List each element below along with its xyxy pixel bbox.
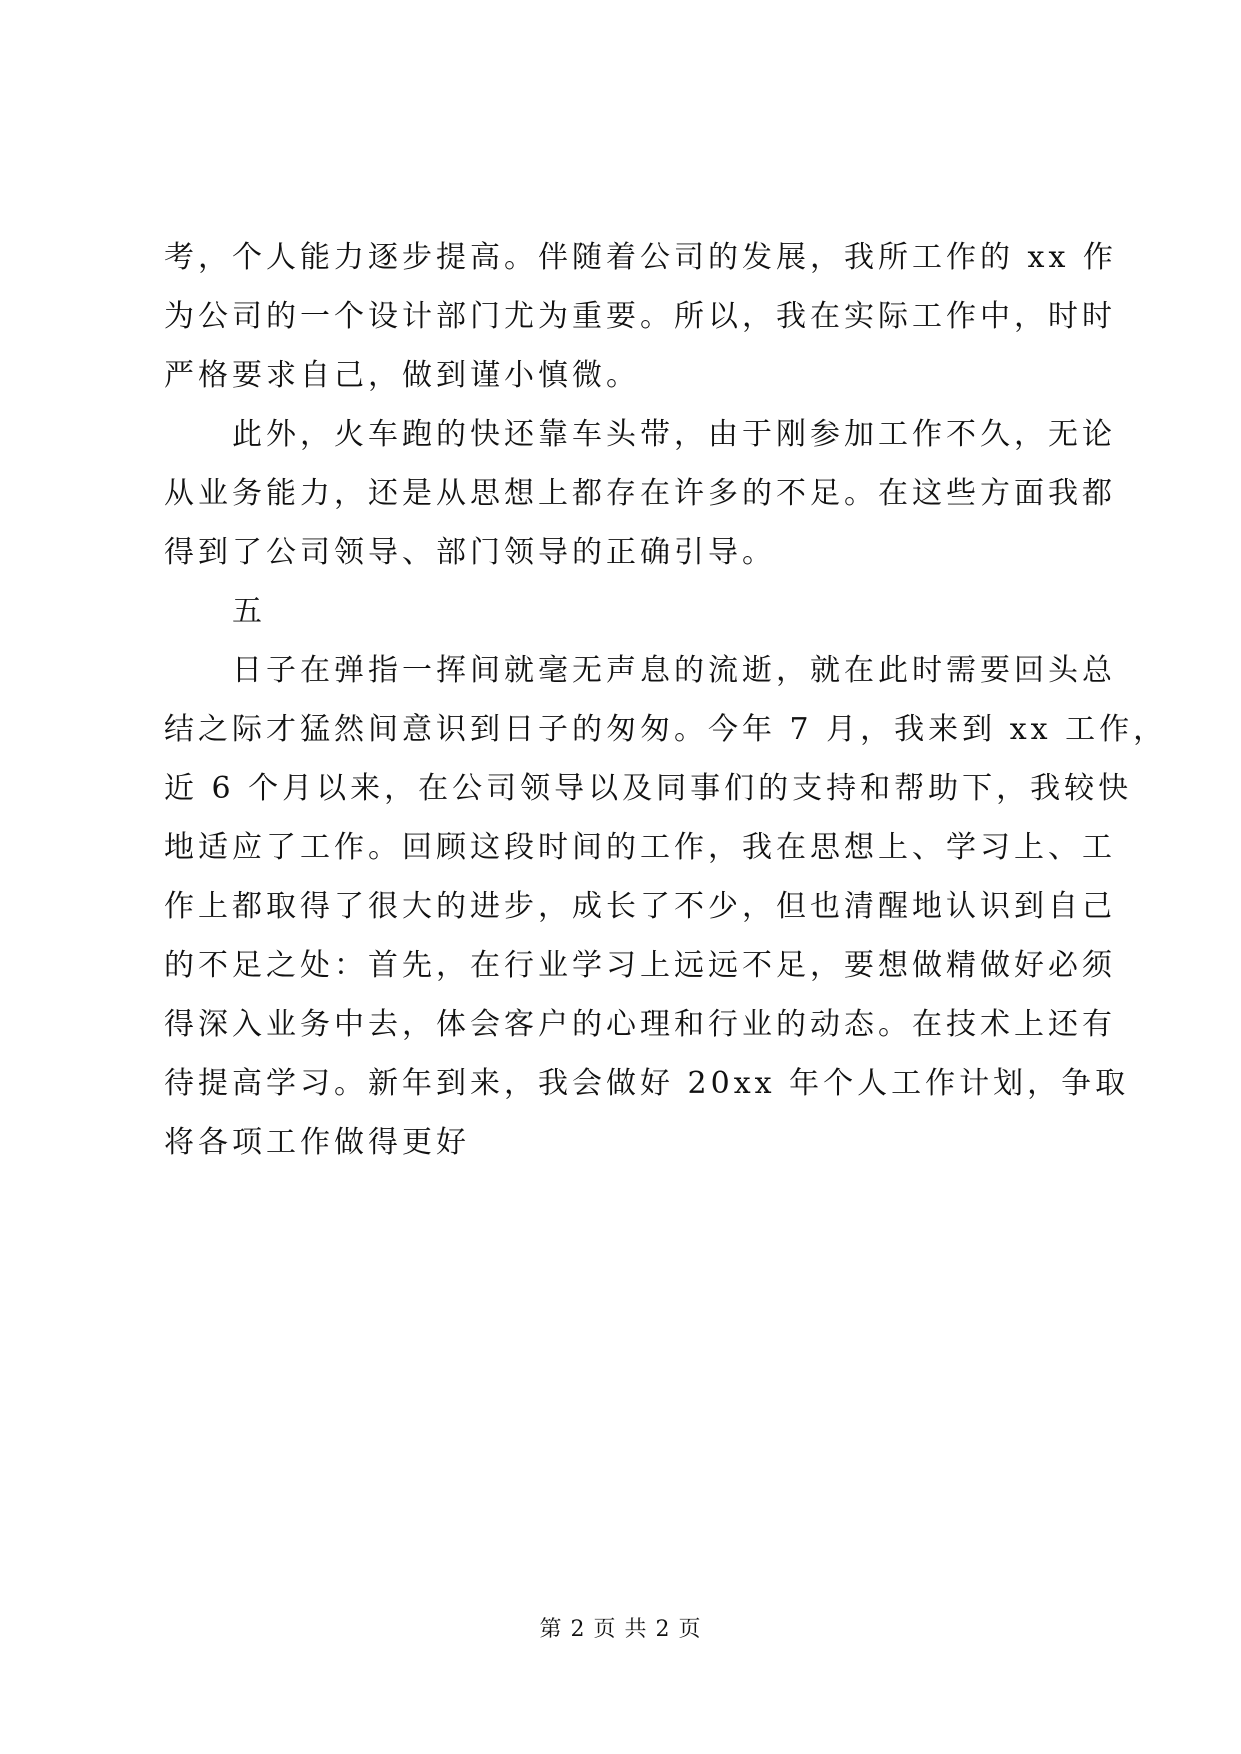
text-line: 为公司的一个设计部门尤为重要。所以，我在实际工作中，时时 <box>164 299 1116 334</box>
text-line: 作上都取得了很大的进步，成长了不少，但也清醒地认识到自己 <box>164 889 1116 924</box>
text-line: 的不足之处：首先，在行业学习上远远不足，要想做精做好必须 <box>164 948 1116 983</box>
text-line: 严格要求自己，做到谨小慎微。 <box>164 358 640 393</box>
document-body <box>164 228 1168 1172</box>
paragraph-3 <box>164 641 1168 1172</box>
page-footer: 第 2 页 共 2 页 <box>539 1617 702 1642</box>
text-line: 考，个人能力逐步提高。伴随着公司的发展，我所工作的 xx 作 <box>164 240 1117 275</box>
text-line: 结之际才猛然间意识到日子的匆匆。今年 7 月，我来到 xx 工作， <box>164 712 1168 747</box>
section-number: 五 <box>232 594 266 629</box>
text-line: 近 6 个月以来，在公司领导以及同事们的支持和帮助下，我较快 <box>164 771 1133 806</box>
text-line: 得深入业务中去，体会客户的心理和行业的动态。在技术上还有 <box>164 1007 1116 1042</box>
paragraph-2 <box>164 405 1116 582</box>
text-line: 将各项工作做得更好 <box>164 1125 470 1160</box>
text-line: 得到了公司领导、部门领导的正确引导。 <box>164 535 776 570</box>
text-line: 从业务能力，还是从思想上都存在许多的不足。在这些方面我都 <box>164 476 1116 511</box>
text-line: 待提高学习。新年到来，我会做好 20xx 年个人工作计划，争取 <box>164 1066 1130 1101</box>
section-heading <box>164 582 1084 641</box>
text-line: 日子在弹指一挥间就毫无声息的流逝，就在此时需要回头总 <box>232 653 1116 688</box>
paragraph-1 <box>164 228 1117 405</box>
text-line: 此外，火车跑的快还靠车头带，由于刚参加工作不久，无论 <box>232 417 1116 452</box>
text-line: 地适应了工作。回顾这段时间的工作，我在思想上、学习上、工 <box>164 830 1116 865</box>
